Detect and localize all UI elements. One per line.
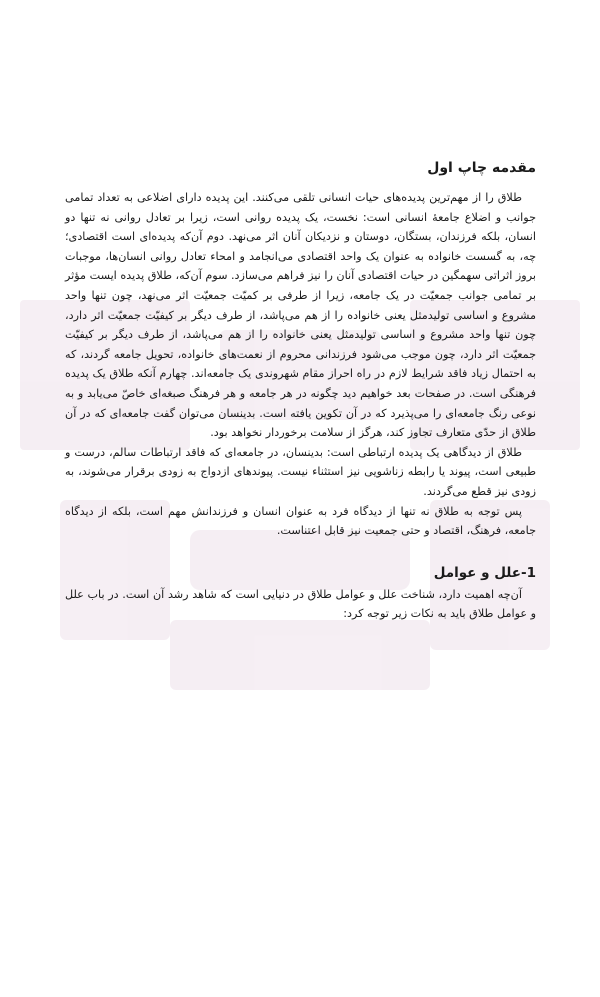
page-content (65, 158, 536, 624)
paragraph-1: طلاق را از مهم‌ترین پدیده‌های حیات انسانی تلقی می‌کنند. این پدیده دارای اضلاعی به تعداد تمامی جوانب و اضلاع جامعهٔ انسانی است: نخست، یک پدیده روانی است، زیرا بر تعادل روانی نه تنها دو انسان، بلکه فرزندان، بستگان، دوستان و نزدیکان آنان اثر می‌نهد. دوم آن‌که پدیده‌ای است اقتصادی؛ چه، به گسست خانواده به عنوان یک واحد اقتصادی می‌انجامد و امحاء تعادل روانی انسان‌ها، موجبات بروز اثراتی سهمگین در حیات اقتصادی آنان را نیز فراهم می‌سازد. سوم آن‌که، طلاق پدیده ایست مؤثر بر تمامی جوانب جمعیّت در یک جامعه، زیرا از طرفی بر کمیّت جمعیّت اثر می‌نهد، چون تنها واحد مشروع و اساسی تولیدمثل یعنی خانواده را از هم می‌پاشد، از طرف دیگر بر کیفیّت جمعیّت اثر دارد، چون تنها واحد مشروع و اساسی تولیدمثل یعنی خانواده را از هم می‌پاشد، از طرف دیگر بر کیفیّت جمعیّت اثر دارد، چون موجب می‌شود فرزندانی محروم از نعمت‌های خانواده، تحویل جامعه گردند، که به احتمال زیاد فاقد شرایط لازم در راه احراز مقام شهروندی یک جامعه‌اند. چهارم آنکه طلاق یک پدیده فرهنگی است. در صفحات بعد خواهیم دید چگونه در هر جامعه و هر فرهنگ صبغه‌ای خاصّ می‌یابد و به نوعی رنگ جامعه‌ای را می‌پذیرد که در آن تکوین یافته است. بدینسان می‌توان گفت جامعه‌ای که در آن طلاق از حدّی متعارف تجاوز کند، هرگز از سلامت برخوردار نخواهد بود. (64, 191, 536, 440)
page-title: مقدمه چاپ اول (427, 160, 536, 176)
paragraph-3: پس توجه به طلاق نه تنها از دیدگاه فرد به عنوان انسان و فرزندانش مهم است، بلکه از دیدگاه جامعه، فرهنگ، اقتصاد و حتی جمعیت نیز قابل اعتناست. (65, 504, 536, 538)
section-paragraph: آن‌چه اهمیت دارد، شناخت علل و عوامل طلاق در دنیایی است که شاهد رشد آن است. در باب علل و عوامل طلاق باید به نکات زیر توجه کرد: (65, 587, 536, 621)
paragraph-2: طلاق از دیدگاهی یک پدیده ارتباطی است: بدینسان، در جامعه‌ای که فاقد ارتباطات سالم، درست و طبیعی است، پیوند یا رابطه زناشویی نیز استثناء نیست. پیوندهای ازدواج به زودی برقرار می‌شوند، به زودی نیز قطع می‌گردند. (65, 445, 536, 498)
section-heading: 1-علل و عوامل (433, 564, 536, 581)
